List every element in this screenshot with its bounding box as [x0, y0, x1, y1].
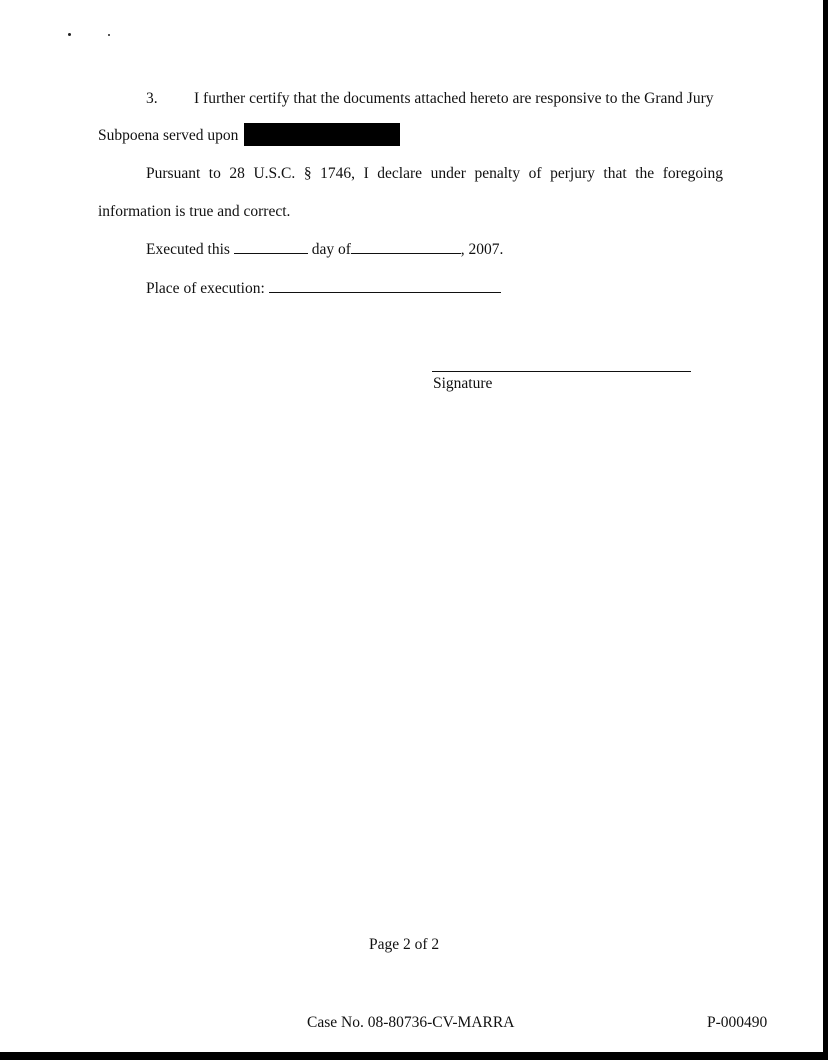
bates-number: P-000490 [707, 1014, 768, 1031]
executed-suffix: , 2007. [460, 241, 504, 258]
signature-label: Signature [433, 375, 493, 392]
page-number: Page 2 of 2 [369, 936, 440, 953]
scan-border-right [823, 0, 828, 1060]
declaration-line-1: Pursuant to 28 U.S.C. § 1746, I declare under penalty of perjury that the foregoing [146, 165, 723, 182]
scan-speck [68, 33, 71, 36]
place-of-execution-line [146, 278, 501, 299]
month-blank [351, 239, 461, 254]
place-blank [269, 278, 501, 293]
executed-prefix: Executed this [146, 241, 230, 258]
signature-line [432, 371, 691, 372]
place-label: Place of execution: [146, 280, 265, 297]
day-blank [234, 239, 308, 254]
paragraph-number: 3. [146, 90, 158, 107]
paragraph-3-line-1: I further certify that the documents attached hereto are responsive to the Grand Jury [194, 90, 714, 107]
scan-speck [108, 34, 110, 36]
scan-border-bottom [0, 1052, 828, 1060]
case-number: Case No. 08-80736-CV-MARRA [307, 1014, 515, 1031]
executed-middle: day of [311, 241, 351, 258]
executed-line [146, 239, 503, 260]
redaction-box [244, 123, 400, 146]
paragraph-3-line-2: Subpoena served upon [98, 127, 239, 144]
declaration-line-2: information is true and correct. [98, 203, 291, 220]
